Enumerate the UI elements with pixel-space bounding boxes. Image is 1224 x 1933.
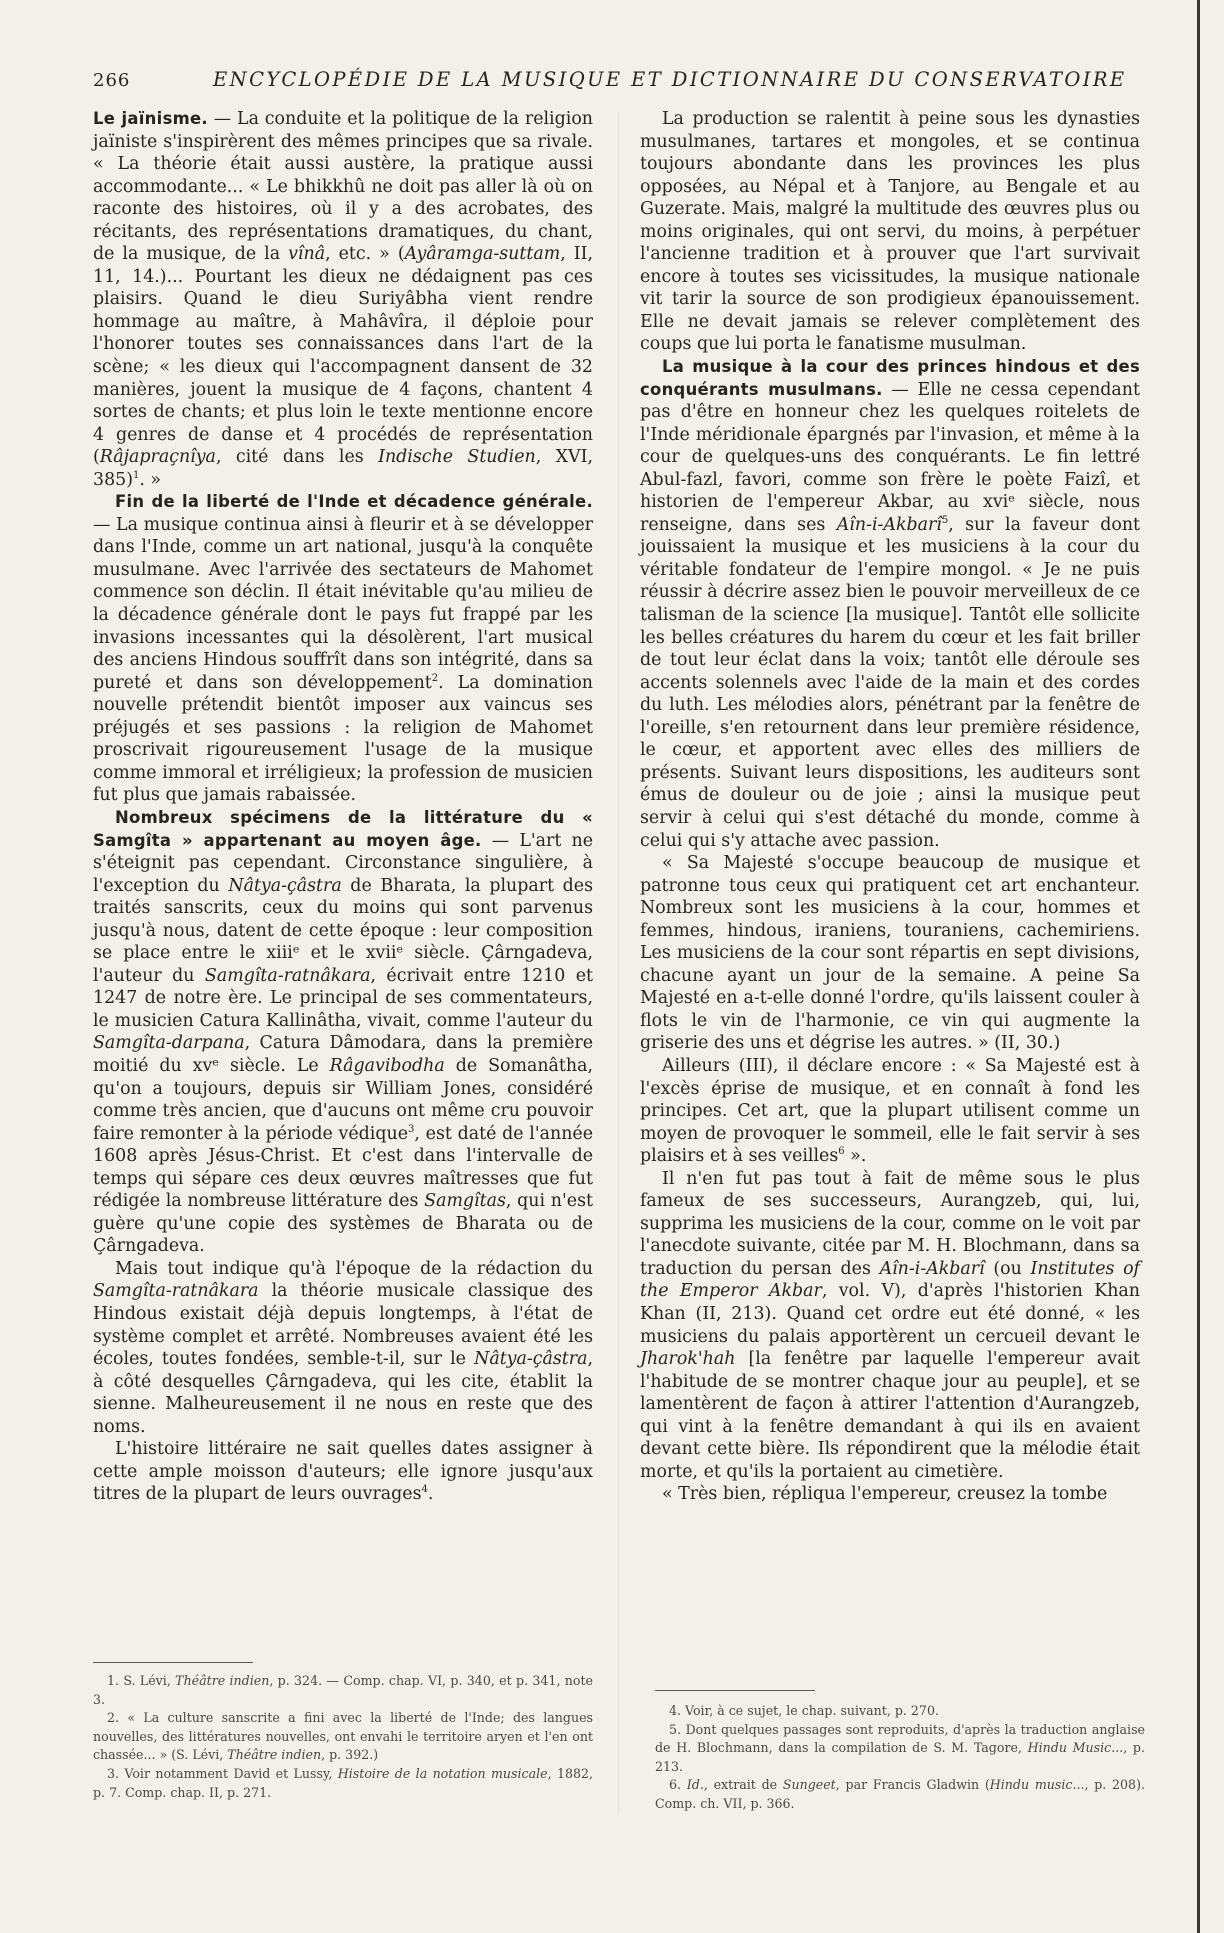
paragraph-sa-majeste: « Sa Majesté s'occupe beaucoup de musique et patronne tous ceux qui pratiquent cet art enchanteur. Nombreux sont les musiciens à la cour, hommes et femmes, hindous, iraniens, touraniens, cachemiriens. Les musiciens de la cour sont répartis en sept divisions, chacune ayant un jour de la semaine. A peine Sa Majesté en a-t-elle donné l'ordre, qu'ils laissent couler à flots le vin de l'harmonie, ce vin qui augmente la griserie des uns et dégrise les autres. » (II, 30.) [640, 853, 1140, 1054]
footnote-rule-right [655, 1690, 815, 1691]
paragraph-theorie-classique: Mais tout indique qu'à l'époque de la rédaction du Samgîta-ratnâkara la théorie musicale classique des Hindous existait déjà depuis longtemps, à l'état de système complet et arrêté. Nombreuses avaient été les écoles, toutes fondées, semble-t-il, sur le Nâtya-çâstra, à côté desquelles Çârngadeva, qui les cite, établit la sienne. Malheureusement il ne nous en reste que des noms. [93, 1258, 593, 1437]
footnote-ref-4[interactable]: 4 [421, 1484, 428, 1496]
footnote-rule-left [93, 1662, 253, 1663]
footnote-6: 6. Id., extrait de Sungeet, par Francis Gladwin (Hindu music..., p. 208). Comp. ch. VII, p. 366. [655, 1777, 1145, 1811]
footnotes-left [93, 1672, 593, 1802]
column-divider [618, 112, 619, 1812]
footnote-4: 4. Voir, à ce sujet, le chap. suivant, p. 270. [669, 1703, 939, 1718]
section-title-cour-princes: La musique à la cour des princes hindous et des conquérants musulmans. [640, 357, 1140, 399]
footnote-3: 3. Voir notamment David et Lussy, Histoire de la notation musicale, 1882, p. 7. Comp. chap. II, p. 271. [93, 1765, 594, 1800]
page-number: 266 [93, 70, 131, 91]
paragraph-cour-princes: La musique à la cour des princes hindous et des conquérants musulmans. — Elle ne cessa cependant pas d'être en honneur chez les quelques roitelets de l'Inde méridionale épargnés par l'invasion, et même à la cour de quelques-uns des conquérants. Le fin lettré Abul-fazl, favori, comme son frère le poète Faizî, et historien de l'empereur Akbar, au xviᵉ siècle, nous renseigne, dans ses Aîn-i-Akbarî$^5$, sur la faveur dont jouissaient la musique et les musiciens à la cour du véritable fondateur de l'empire mongol. « Je ne puis réussir à décrire assez bien le pouvoir merveilleux de ce talisman de la science [la musique]. Tantôt elle sollicite les belles créatures du harem du cœur et les fait briller de tout leur éclat dans la voix; tantôt elle déroule ses accents solennels avec l'aide de la main et des cordes du luth. Les mélodies alors, pénétrant par la fenêtre de l'oreille, s'en retournent dans leur première résidence, le cœur, et apportent avec elles des milliers de présents. Suivant leurs dispositions, les auditeurs sont émus de douleur ou de joie ; ainsi la musique peut servir à celui qui s'est détaché du monde, comme à celui qui s'y attache avec passion. [640, 357, 1141, 851]
section-title-specimens: Nombreux spécimens de la littérature du « Samgîta » appartenant au moyen âge. [93, 807, 593, 850]
paragraph-fin-liberte: Fin de la liberté de l'Inde et décadence générale. — La musique continua ainsi à fleurir et à se développer dans l'Inde, comme un art national, jusqu'à la conquête musulmane. Avec l'arrivée des sectateurs de Mahomet commence son déclin. Il était inévitable qu'au milieu de la décadence générale dont le pays fut frappé par les invasions incessantes qui la désolèrent, l'art musical des anciens Hindous souffrît dans son intégrité, dans sa pureté et dans son développement$^2$. La domination nouvelle prétendit bientôt imposer aux vaincus ses préjugés et ses passions : la religion de Mahomet proscrivait rigoureusement l'usage de la musique comme immoral et irréligieux; la profession de musicien fut plus que jamais rabaissée. [93, 492, 593, 806]
footnote-2: 2. « La culture sanscrite a fini avec la liberté de l'Inde; des langues nouvelles, des littératures nouvelles, ont envahi le territoire aryen et l'en ont chassée... » (S. Lévi, Théâtre indien, p. 392.) [93, 1710, 593, 1763]
section-title-jainisme: Le jaïnisme. [93, 109, 208, 128]
right-column [640, 108, 1140, 1506]
section-title-fin-liberte: Fin de la liberté de l'Inde et décadence générale. [115, 492, 593, 512]
footnote-ref-3[interactable]: 3 [408, 1123, 415, 1135]
running-title: ENCYCLOPÉDIE DE LA MUSIQUE ET DICTIONNAIRE DU CONSERVATOIRE [213, 68, 1127, 91]
left-column [93, 108, 593, 1506]
paragraph-production: La production se ralentit à peine sous les dynasties musulmanes, tartares et mongoles, et se continua toujours abondante dans les provinces les plus opposées, au Népal et à Tanjore, au Bengale et au Guzerate. Mais, malgré la multitude des œuvres plus ou moins originales, qui ont servi, du moins, à perpétuer l'ancienne tradition et à prouver que l'art survivait encore à toutes ses vicissitudes, la musique nationale vit tarir la source de son prodigieux épanouissement. Elle ne devait jamais se relever complètement des coups que lui porta le fanatisme musulman. [640, 109, 1140, 355]
paragraph-tres-bien: « Très bien, répliqua l'empereur, creusez la tombe [662, 1484, 1108, 1505]
paragraph-specimens: Nombreux spécimens de la littérature du « Samgîta » appartenant au moyen âge. — L'art ne s'éteignit pas cependant. Circonstance singulière, à l'exception du Nâtya-çâstra de Bharata, la plupart des traités sanscrits, ceux du moins qui sont parvenus jusqu'à nous, datent de cette époque : leur composition se place entre le xiiiᵉ et le xviiᵉ siècle. Çârngadeva, l'auteur du Samgîta-ratnâkara, écrivait entre 1210 et 1247 de notre ère. Le principal de ses commentateurs, le musicien Catura Kallinâtha, vivait, comme l'auteur du Samgîta-darpana, Catura Dâmodara, dans la première moitié du xvᵉ siècle. Le Râgavibodha de Somanâtha, qu'on a toujours, depuis sir William Jones, considéré comme très ancien, que d'aucuns ont même cru pouvoir faire remonter à la période védique$^3$, est daté de l'année 1608 après Jésus-Christ. Et c'est dans l'intervalle de temps qui sépare ces deux œuvres maîtresses que fut rédigée la nombreuse littérature des Samgîtas, qui n'est guère qu'une copie des systèmes de Bharata ou de Çârngadeva. [93, 807, 594, 1257]
page-edge-line [1197, 0, 1200, 1933]
footnote-ref-1[interactable]: 1 [132, 469, 140, 481]
page-header [93, 68, 1127, 98]
footnote-5: 5. Dont quelques passages sont reproduits, d'après la traduction anglaise de H. Blochmann, dans la compilation de S. M. Tagore, Hindu Music..., p. 213. [655, 1721, 1145, 1774]
footnote-ref-5[interactable]: 5 [941, 515, 949, 527]
paragraph-ailleurs: Ailleurs (III), il déclare encore : « Sa Majesté est à l'excès éprise de musique, et en connaît à fond les principes. Cet art, que la plupart utilisent comme un moyen de provoquer le sommeil, elle le fait servir à ses plaisirs et à ses veilles$^6$ ». [640, 1055, 1140, 1167]
paragraph-histoire-litteraire: L'histoire littéraire ne sait quelles dates assigner à cette ample moisson d'auteurs; elle ignore jusqu'aux titres de la plupart de leurs ouvrages$^4$. [93, 1439, 593, 1505]
footnote-1: 1. S. Lévi, Théâtre indien, p. 324. — Comp. chap. VI, p. 340, et p. 341, note 3. [93, 1673, 593, 1707]
paragraph-jainisme: Le jaïnisme. — La conduite et la politique de la religion jaïniste s'inspirèrent des mêmes principes que sa rivale. « La théorie était aussi austère, la pratique aussi accommodante... « Le bhikkhû ne doit pas aller là où on raconte des histoires, où il y a des acrobates, des récitants, des représentations dramatiques, du chant, de la musique, de la vînâ, etc. » (Ayâramga-suttam, II, 11, 14.)... Pourtant les dieux ne dédaignent pas ces plaisirs. Quand le dieu Suriyâbha vient rendre hommage au maître, à Mahâvîra, il déploie pour l'honorer toutes ses connaissances dans l'art de la scène; « les dieux qui l'accompagnent dansent de 32 manières, jouent la musique de 4 façons, chantent 4 sortes de chants; et plus loin le texte mentionne encore 4 genres de danse et 4 procédés de représentation (Râjapraçnîya, cité dans les Indische Studien, XVI, 385)$^1$. » [93, 109, 593, 490]
footnote-ref-6[interactable]: 6 [838, 1146, 845, 1158]
footnotes-right [655, 1702, 1145, 1814]
paragraph-aurangzeb: Il n'en fut pas tout à fait de même sous le plus fameux de ses successeurs, Aurangzeb, qui, lui, supprima les musiciens de la cour, comme on le voit par l'anecdote suivante, citée par M. H. Blochmann, dans sa traduction du persan des Aîn-i-Akbarî (ou Institutes of the Emperor Akbar, vol. V), d'après l'historien Khan Khan (II, 213). Quand cet ordre eut été donné, « les musiciens du palais apportèrent un cercueil devant le Jharok'hah [la fenêtre par laquelle l'empereur avait l'habitude de se montrer chaque jour au peuple], et se lamentèrent de façon à attirer l'attention d'Aurangzeb, qui vint à la fenêtre demandant à qui ils en avaient devant cette bière. Ils répondirent que la mélodie était morte, et qu'ils la portaient au cimetière. [640, 1168, 1140, 1482]
footnote-ref-2[interactable]: 2 [431, 672, 439, 684]
